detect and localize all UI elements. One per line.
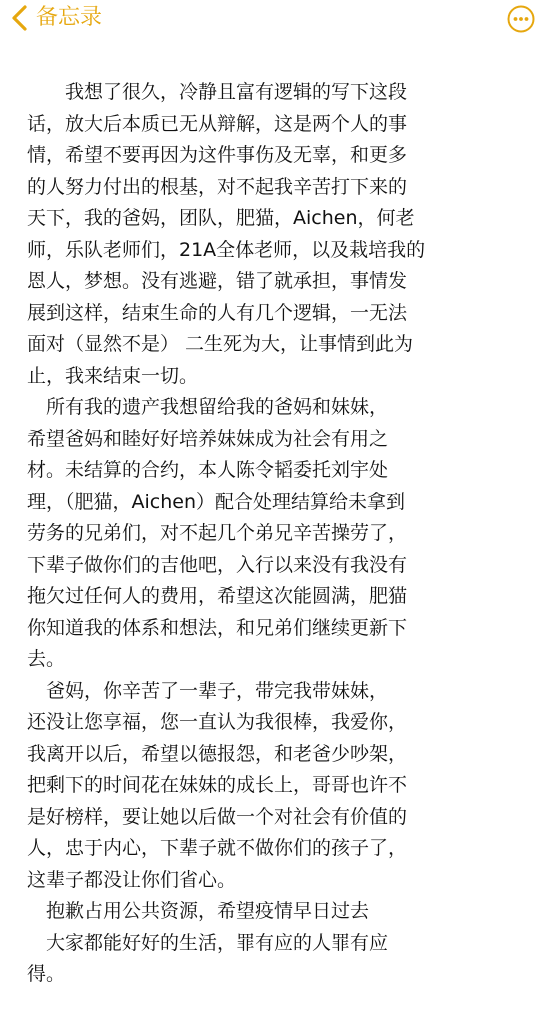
note-line: 还没让您享福，您一直认为我很棒，我爱你， [27, 711, 408, 733]
note-paragraph [27, 676, 517, 897]
note-line: 话，放大后本质已无从辩解，这是两个人的事 [27, 112, 408, 135]
note-line: 展到这样，结束生命的人有几个逻辑，一无法 [27, 301, 408, 324]
note-line: 你知道我的体系和想法，和兄弟们继续更新下 [27, 616, 408, 639]
note-line: 爸妈，你辛苦了一辈子，带完我带妹妹， [27, 679, 389, 702]
more-options-button[interactable] [506, 4, 536, 34]
note-line: 这辈子都没让你们省心。 [27, 868, 237, 891]
note-line: 理，（肥猫，Aichen）配合处理结算给未拿到 [27, 490, 405, 513]
note-line: 得。 [27, 963, 66, 985]
note-paragraph [27, 77, 517, 392]
note-line: 人，忠于内心，下辈子就不做你们的孩子了， [27, 837, 408, 859]
note-line: 恩人，梦想。没有逃避，错了就承担，事情发 [27, 270, 408, 292]
note-line: 面对（显然不是） 二生死为大，让事情到此为 [27, 333, 414, 355]
back-label: 备忘录 [36, 5, 103, 30]
note-line: 所有我的遗产我想留给我的爸妈和妹妹， [27, 396, 389, 418]
note-line: 去。 [27, 648, 66, 670]
note-line: 我想了很久，冷静且富有逻辑的写下这段 [27, 81, 408, 103]
note-paragraph [27, 392, 517, 676]
navigation-bar [0, 0, 550, 36]
note-line: 大家都能好好的生活，罪有应的人罪有应 [27, 931, 389, 954]
note-line: 拖欠过任何人的费用，希望这次能圆满，肥猫 [27, 585, 408, 607]
note-line: 是好榜样，要让她以后做一个对社会有价值的 [27, 805, 408, 828]
back-button[interactable] [10, 2, 102, 34]
note-line: 止，我来结束一切。 [27, 364, 199, 387]
note-line: 的人努力付出的根基，对不起我辛苦打下来的 [27, 175, 408, 198]
note-body[interactable] [27, 77, 517, 991]
note-line: 我离开以后，希望以德报怨，和老爸少吵架， [27, 742, 408, 765]
note-line: 下辈子做你们的吉他吧，入行以来没有我没有 [27, 553, 408, 576]
note-line: 师，乐队老师们，21A全体老师，以及栽培我的 [27, 238, 426, 261]
note-line: 希望爸妈和睦好好培养妹妹成为社会有用之 [27, 427, 389, 450]
ellipsis-circle-icon [506, 19, 536, 38]
chevron-left-icon [10, 4, 30, 32]
note-line: 抱歉占用公共资源，希望疫情早日过去 [27, 900, 370, 922]
note-paragraph [27, 896, 517, 991]
note-line: 天下，我的爸妈，团队，肥猫，Aichen，何老 [27, 207, 415, 229]
note-line: 材。未结算的合约，本人陈令韬委托刘宇处 [27, 459, 389, 481]
note-line: 情，希望不要再因为这件事伤及无辜，和更多 [27, 144, 408, 166]
note-line: 劳务的兄弟们，对不起几个弟兄辛苦操劳了， [27, 522, 408, 544]
note-line: 把剩下的时间花在妹妹的成长上，哥哥也许不 [27, 774, 408, 796]
